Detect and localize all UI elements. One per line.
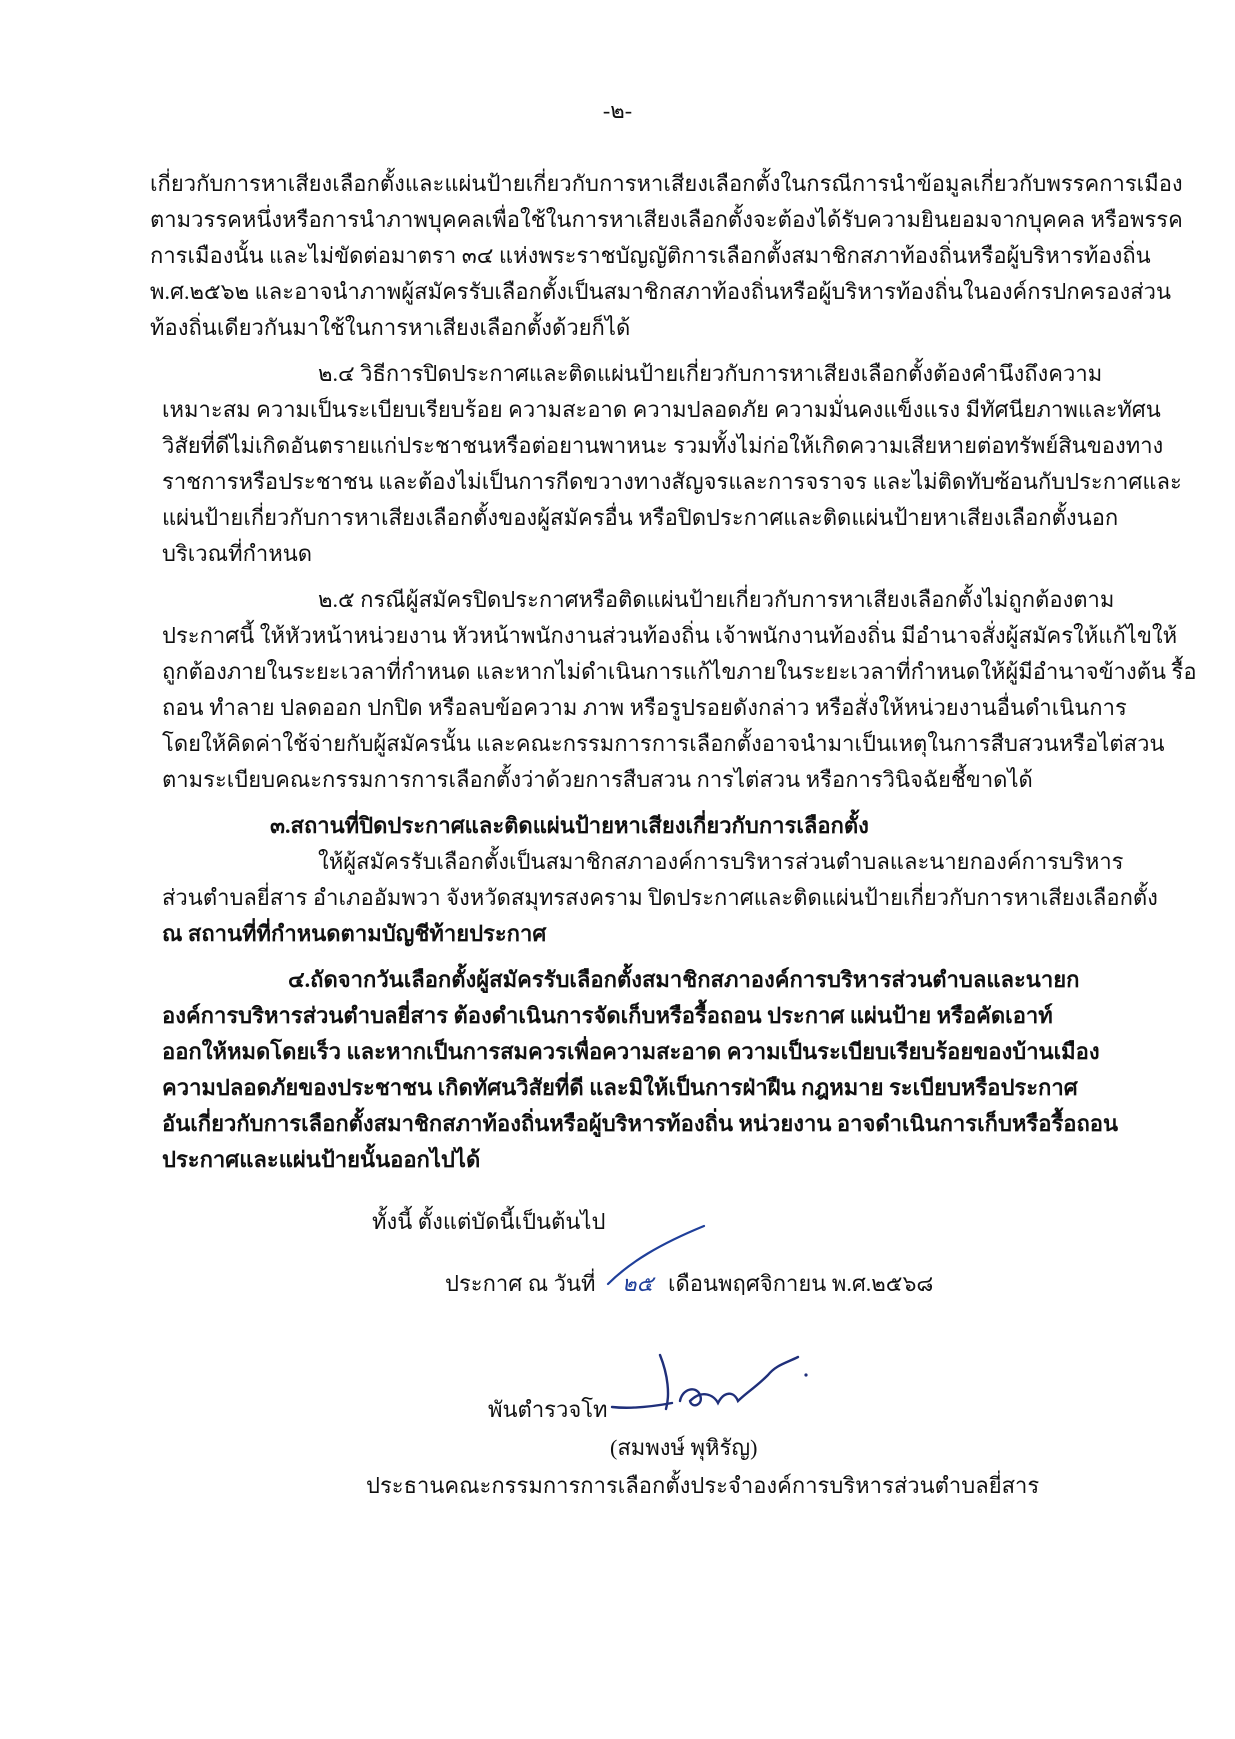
text-line: ตามระเบียบคณะกรรมการการเลือกตั้งว่าด้วยการสืบสวน การไต่สวน หรือการวินิจฉัยชี้ขาดได้ [162, 767, 1033, 792]
text-line: ณ สถานที่ที่กำหนดตามบัญชีท้ายประกาศ [162, 921, 547, 946]
text-line: เหมาะสม ความเป็นระเบียบเรียบร้อย ความสะอาด ความปลอดภัย ความมั่นคงแข็งแรง มีทัศนียภาพและทัศน [162, 397, 1161, 422]
announced-day-handwritten: ๒๕ [622, 1271, 654, 1296]
text-line: ประกาศนี้ ให้หัวหน้าหน่วยงาน หัวหน้าพนักงานส่วนท้องถิ่น เจ้าพนักงานท้องถิ่น มีอำนาจสั่งผู้สมัครให้แก้ไขให้ [162, 623, 1178, 648]
signature-image [610, 1345, 810, 1425]
text-line: อันเกี่ยวกับการเลือกตั้งสมาชิกสภาท้องถิ่นหรือผู้บริหารท้องถิ่น หน่วยงาน อาจดำเนินการเก็บหรือรื้อถอน [162, 1111, 1119, 1136]
text-line: ให้ผู้สมัครรับเลือกตั้งเป็นสมาชิกสภาองค์การบริหารส่วนตำบลและนายกองค์การบริหาร [318, 849, 1124, 874]
text-line: ประกาศและแผ่นป้ายนั้นออกไปได้ [162, 1147, 481, 1172]
clause-2-5-heading: ๒.๕ กรณีผู้สมัครปิดประกาศหรือติดแผ่นป้ายเกี่ยวกับการหาเสียงเลือกตั้งไม่ถูกต้องตาม [318, 587, 1115, 612]
announced-prefix: ประกาศ ณ วันที่ [445, 1271, 596, 1296]
text-line: วิสัยที่ดีไม่เกิดอันตรายแก่ประชาชนหรือต่อยานพาหนะ รวมทั้งไม่ก่อให้เกิดความเสียหายต่อทรัพย์สินของทาง [162, 433, 1164, 458]
text-line: พ.ศ.๒๕๖๒ และอาจนำภาพผู้สมัครรับเลือกตั้งเป็นสมาชิกสภาท้องถิ่นหรือผู้บริหารท้องถิ่นในองค์กรปกครองส่วน [150, 279, 1172, 304]
text-line: ท้องถิ่นเดียวกันมาใช้ในการหาเสียงเลือกตั้งด้วยก็ได้ [150, 315, 631, 340]
date-pen-stroke [600, 1222, 710, 1302]
text-line: ออกให้หมดโดยเร็ว และหากเป็นการสมควรเพื่อความสะอาด ความเป็นระเบียบเรียบร้อยของบ้านเมือง [162, 1039, 1100, 1064]
signer-rank: พันตำรวจโท [488, 1397, 608, 1422]
effective-date-line: ทั้งนี้ ตั้งแต่บัดนี้เป็นต้นไป [372, 1209, 606, 1234]
text-line: ถูกต้องภายในระยะเวลาที่กำหนด และหากไม่ดำเนินการแก้ไขภายในระยะเวลาที่กำหนดให้ผู้มีอำนาจข้างต้น รื้อ [162, 659, 1197, 684]
text-line: ราชการหรือประชาชน และต้องไม่เป็นการกีดขวางทางสัญจรและการจราจร และไม่ติดทับซ้อนกับประกาศและ [162, 469, 1182, 494]
signer-name: (สมพงษ์ พุหิรัญ) [610, 1435, 758, 1460]
text-line: ความปลอดภัยของประชาชน เกิดทัศนวิสัยที่ดี และมิให้เป็นการฝ่าฝืน กฎหมาย ระเบียบหรือประกาศ [162, 1075, 1078, 1100]
text-line: ตามวรรคหนึ่งหรือการนำภาพบุคคลเพื่อใช้ในการหาเสียงเลือกตั้งจะต้องได้รับความยินยอมจากบุคคล หรือพรรค [150, 207, 1183, 232]
announced-suffix: เดือนพฤศจิกายน พ.ศ.๒๕๖๘ [668, 1271, 934, 1296]
text-line: บริเวณที่กำหนด [162, 541, 313, 566]
text-line: องค์การบริหารส่วนตำบลยี่สาร ต้องดำเนินการจัดเก็บหรือรื้อถอน ประกาศ แผ่นป้าย หรือคัดเอาท์ [162, 1003, 1053, 1028]
section-3-heading: ๓.สถานที่ปิดประกาศและติดแผ่นป้ายหาเสียงเกี่ยวกับการเลือกตั้ง [270, 813, 869, 838]
section-4-heading: ๔.ถัดจากวันเลือกตั้งผู้สมัครรับเลือกตั้งสมาชิกสภาองค์การบริหารส่วนตำบลและนายก [288, 967, 1080, 992]
text-line: แผ่นป้ายเกี่ยวกับการหาเสียงเลือกตั้งของผู้สมัครอื่น หรือปิดประกาศและติดแผ่นป้ายหาเสียงเลือกตั้งนอก [162, 505, 1119, 530]
clause-2-4-heading: ๒.๔ วิธีการปิดประกาศและติดแผ่นป้ายเกี่ยวกับการหาเสียงเลือกตั้งต้องคำนึงถึงความ [318, 361, 1103, 386]
text-line: เกี่ยวกับการหาเสียงเลือกตั้งและแผ่นป้ายเกี่ยวกับการหาเสียงเลือกตั้งในกรณีการนำข้อมูลเกี่ยวกับพรรคการเมือง [150, 171, 1183, 196]
signer-position: ประธานคณะกรรมการการเลือกตั้งประจำองค์การบริหารส่วนตำบลยี่สาร [366, 1473, 1040, 1498]
text-line: ถอน ทำลาย ปลดออก ปกปิด หรือลบข้อความ ภาพ หรือรูปรอยดังกล่าว หรือสั่งให้หน่วยงานอื่นดำเนินการ [162, 695, 1127, 720]
text-line: การเมืองนั้น และไม่ขัดต่อมาตรา ๓๔ แห่งพระราชบัญญัติการเลือกตั้งสมาชิกสภาท้องถิ่นหรือผู้บริหารท้องถิ่น [150, 243, 1151, 268]
text-line: ส่วนตำบลยี่สาร อำเภออัมพวา จังหวัดสมุทรสงคราม ปิดประกาศและติดแผ่นป้ายเกี่ยวกับการหาเสียงเลือกตั้ง [162, 885, 1158, 910]
text-line: โดยให้คิดค่าใช้จ่ายกับผู้สมัครนั้น และคณะกรรมการการเลือกตั้งอาจนำมาเป็นเหตุในการสืบสวนหรือไต่สวน [162, 731, 1165, 756]
page-number: -๒- [602, 98, 633, 123]
